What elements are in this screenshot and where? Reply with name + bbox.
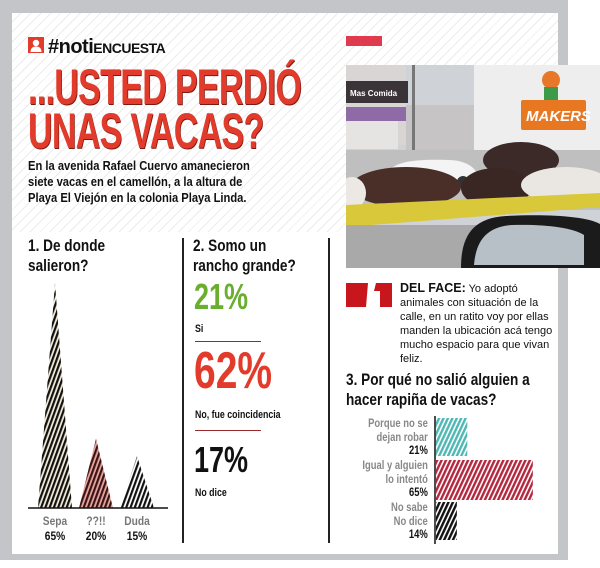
lede-line: siete vacas en el camellón, a la altura de: [28, 174, 243, 189]
stat-nodice-label: No dice: [195, 487, 227, 499]
category-label: lo intentó: [385, 473, 428, 486]
value-label: 21%: [409, 445, 428, 457]
chart2-title-text: 2. Somo un rancho grande?: [193, 236, 296, 275]
value-label: 14%: [409, 529, 428, 541]
accent-bar: [346, 36, 382, 46]
hashtag-prefix: #noti: [48, 36, 94, 58]
quote-text: [400, 281, 556, 366]
chart3-title: [346, 370, 538, 410]
stat-no-label: No, fue coincidencia: [195, 409, 281, 421]
hashtag-brand: [48, 36, 165, 59]
triangle-mark: [120, 456, 154, 508]
column-divider: [328, 238, 330, 543]
triangle-mark: [79, 439, 113, 508]
headline-line-2: UNAS VACAS?: [28, 103, 264, 159]
category-label: No sabe: [391, 502, 428, 514]
bar: [436, 460, 533, 500]
triangle-label: [79, 514, 113, 544]
separator: [195, 430, 261, 431]
lede-text: [28, 158, 250, 206]
chart1-title-text: 1. De donde salieron?: [28, 236, 106, 275]
headline-line-1: ...USTED PERDIÓ: [28, 59, 302, 115]
bar-label: [368, 418, 428, 459]
value-label: 15%: [126, 529, 148, 543]
quote-body: Yo adoptó animales con situación de la calle, en un ratito voy por ellas manden la ubicación acá tengo mucho espacio para que vivan feliz.: [400, 283, 553, 365]
category-label: dejan robar: [376, 431, 428, 444]
category-label: Igual y alguien: [362, 460, 428, 472]
stat-si-label: Si: [195, 323, 204, 335]
stat-nodice-value: 17%: [194, 439, 249, 480]
stat-si-value: 21%: [194, 276, 249, 317]
column-divider: [182, 238, 184, 543]
value-label: 20%: [85, 529, 107, 543]
category-label: Sepa: [42, 514, 68, 528]
category-label: ??!!: [86, 514, 106, 528]
value-label: 65%: [44, 529, 66, 543]
quote-mark-icon: [346, 281, 392, 312]
category-label: Duda: [124, 514, 150, 528]
triangle-mark: [38, 283, 72, 508]
makers-sign-text: MAKERS: [526, 108, 592, 125]
stat-no-value: 62%: [194, 342, 273, 400]
category-label: Porque no se: [368, 418, 428, 430]
chart3-title-text: 3. Por qué no salió alguien a hacer rapiña de vacas?: [346, 370, 530, 409]
chart2-title: [193, 236, 305, 276]
bar-label: [391, 502, 428, 543]
triangle-label: [38, 514, 72, 544]
user-icon: [28, 37, 44, 53]
lede-line: En la avenida Rafael Cuervo amanecieron: [28, 158, 250, 173]
quote-source: DEL FACE:: [400, 281, 466, 295]
cows-photo: [346, 65, 600, 268]
category-label: No dice: [393, 515, 428, 528]
value-label: 65%: [409, 487, 428, 499]
store-sign-text: Mas Comida: [350, 89, 398, 98]
bar: [436, 418, 467, 456]
lede-line: Playa El Viejón en la colonia Playa Linda.: [28, 190, 247, 205]
triangle-label: [120, 514, 154, 544]
bar-label: [362, 460, 428, 501]
chart1-triangles: [20, 270, 170, 515]
chart3-bars: [430, 416, 550, 546]
hashtag-suffix: ENCUESTA: [93, 40, 166, 56]
bar: [436, 502, 457, 540]
